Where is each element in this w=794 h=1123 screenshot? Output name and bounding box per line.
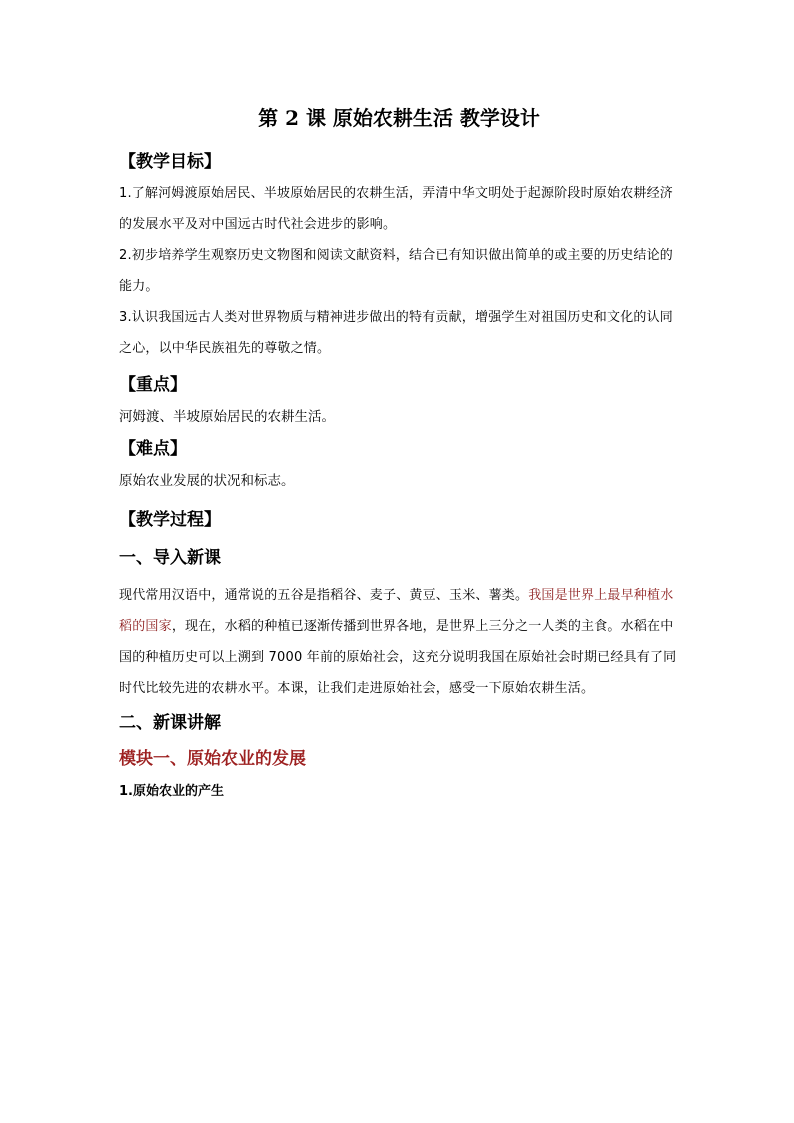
process-heading: 【教学过程】 [119, 510, 221, 530]
intro-text-before: 现代常用汉语中，通常说的五谷是指稻谷、麦子、黄豆、玉米、薯类。 [119, 588, 529, 603]
intro-paragraph [119, 580, 679, 704]
objectives-heading: 【教学目标】 [119, 152, 221, 172]
document-content [119, 101, 679, 808]
module-heading: 模块一、原始农业的发展 [119, 749, 306, 769]
intro-section-heading: 一、导入新课 [119, 548, 221, 568]
objective-item-2: 2.初步培养学生观察历史文物图和阅读文献资料，结合已有知识做出简单的或主要的历史结论的能力。 [119, 248, 674, 294]
key-point-text: 河姆渡、半坡原始居民的农耕生活。 [119, 409, 335, 425]
lecture-section-heading: 二、新课讲解 [119, 713, 221, 733]
objective-item-1: 1.了解河姆渡原始居民、半坡原始居民的农耕生活，弄清中华文明处于起源阶段时原始农耕经济的发展水平及对中国远古时代社会进步的影响。 [119, 186, 674, 232]
intro-text-highlight: 我国是世界上最早种植水稻的国家 [119, 588, 674, 634]
objective-item-3: 3.认识我国远古人类对世界物质与精神进步做出的特有贡献，增强学生对祖国历史和文化的认同之心，以中华民族祖先的尊敬之情。 [119, 310, 674, 356]
page-title: 第 2 课 原始农耕生活 教学设计 [258, 106, 540, 130]
difficulty-heading: 【难点】 [119, 439, 187, 459]
difficulty-text: 原始农业发展的状况和标志。 [119, 473, 295, 489]
subsection-heading: 1.原始农业的产生 [119, 784, 224, 799]
key-point-heading: 【重点】 [119, 375, 187, 395]
intro-text-after: ，现在，水稻的种植已逐渐传播到世界各地，是世界上三分之一人类的主食。水稻在中国的种植历史可以上溯到 7000 年前的原始社会，这充分说明我国在原始社会时期已经具有了同时代比较先进的农耕水平。本课，让我们走进原始社会，感受一下原始农耕生活。 [119, 619, 677, 696]
